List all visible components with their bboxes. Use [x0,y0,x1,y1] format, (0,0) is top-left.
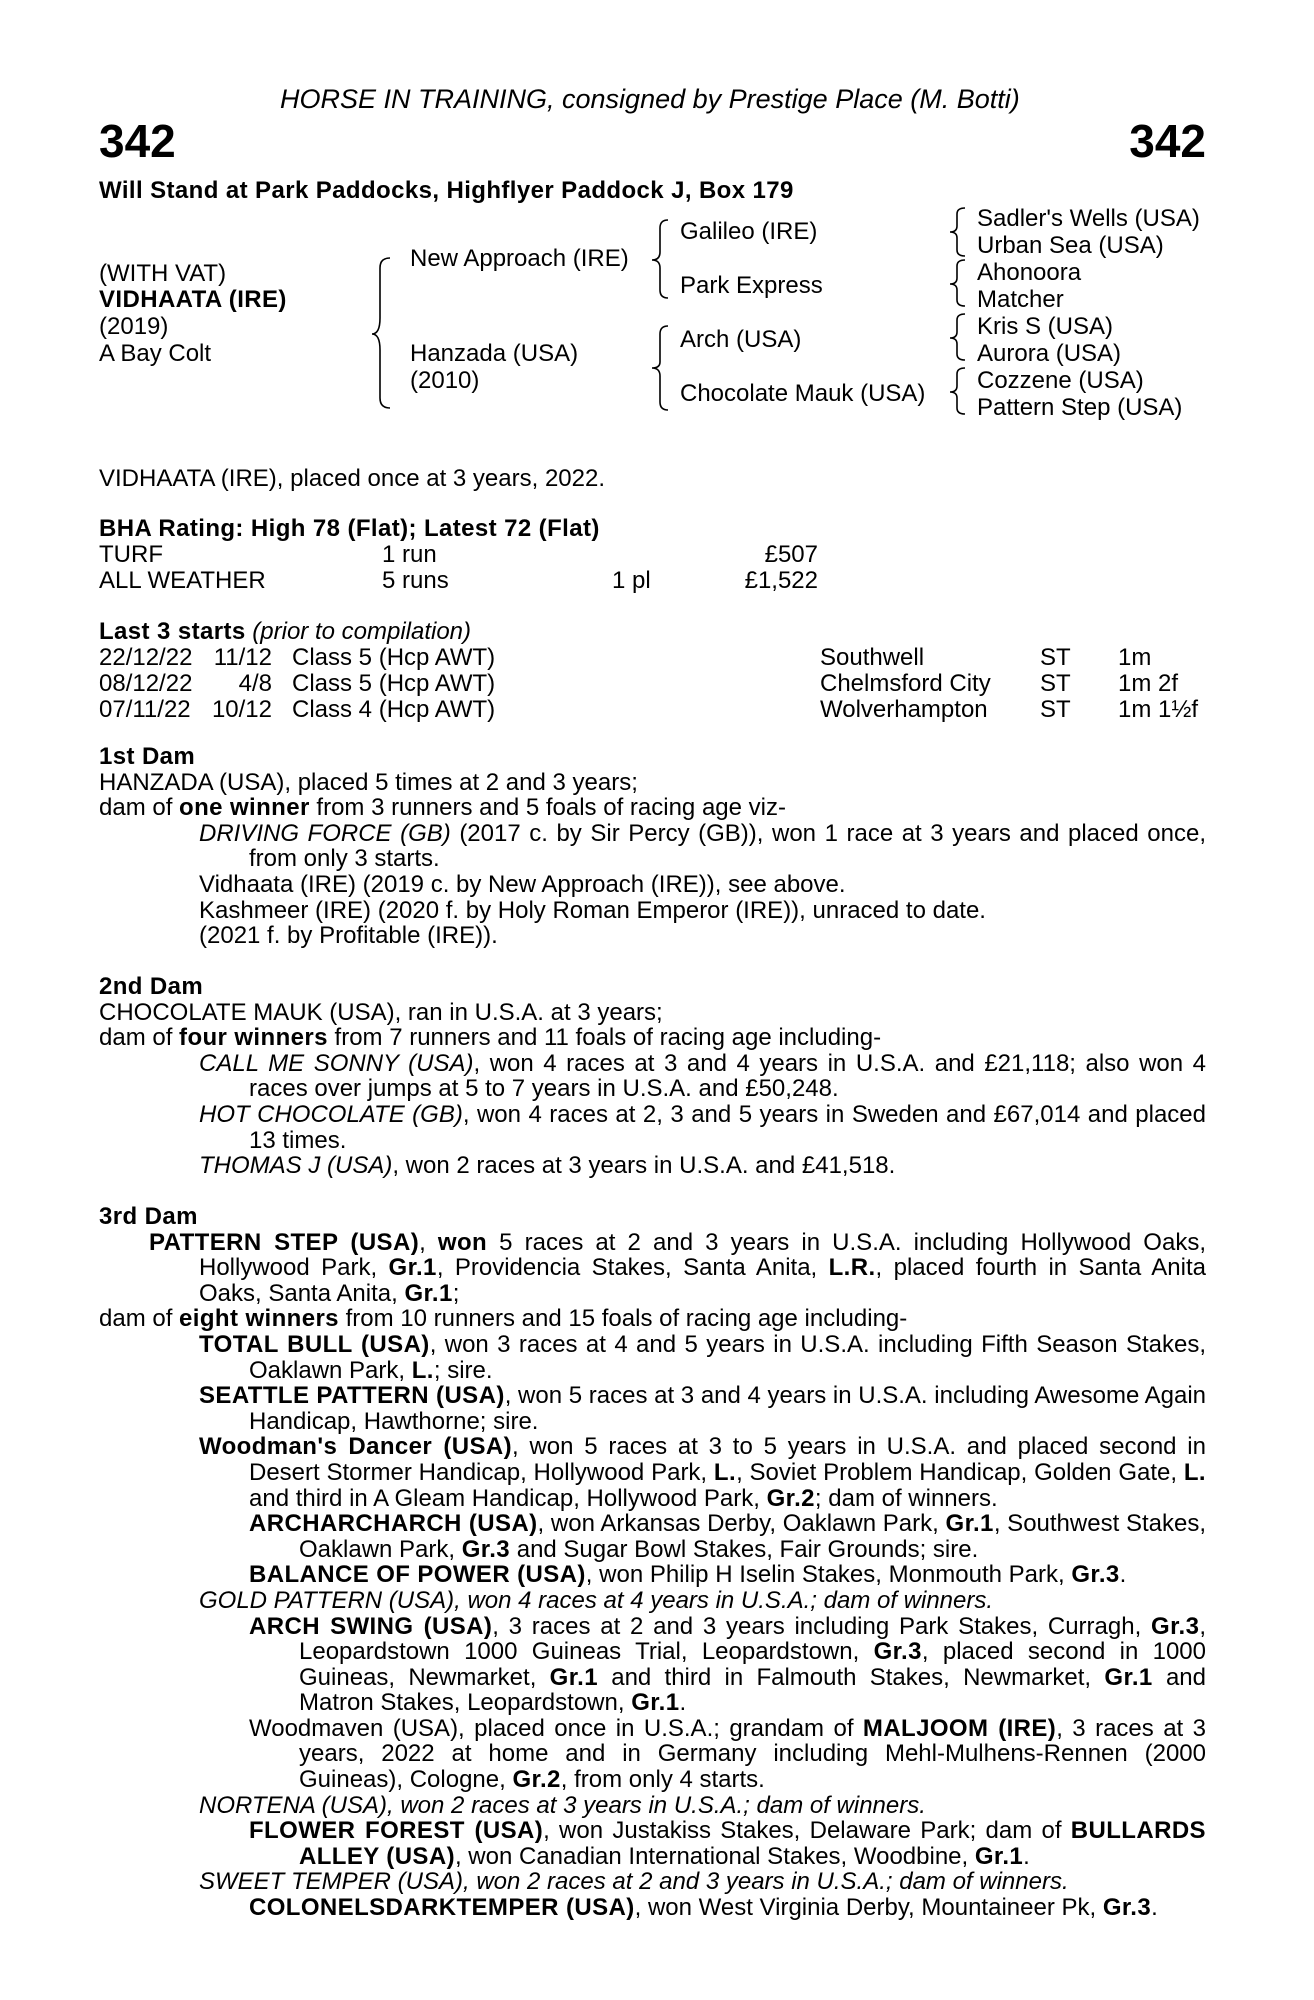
start-position: 11/12 [213,644,272,671]
first-dam-section [99,744,1206,949]
pedigree-sire-dam: Park Express [680,272,823,299]
start-date: 22/12/22 [99,644,193,671]
start-going: ST [1040,696,1071,723]
produce-entry: Kashmeer (IRE) (2020 f. by Holy Roman Emperor (IRE)), unraced to date. [199,896,986,924]
start-distance: 1m [1118,644,1152,671]
rating-surface: TURF [99,541,163,568]
third-dam-title: 3rd Dam [99,1203,198,1230]
first-dam-produce-line: dam of one winner from 3 runners and 5 foals of racing age viz- [99,794,786,822]
lot-number-left: 342 [99,115,176,167]
start-class: Class 5 (Hcp AWT) [292,670,496,697]
start-going: ST [1040,670,1071,697]
pedigree-dam: Hanzada (USA) [410,340,579,367]
start-course: Chelmsford City [820,670,991,697]
produce-entry: ARCH SWING (USA), 3 races at 2 and 3 years including Park Stakes, Curragh, Gr.3, Leopardstown 1000 Guineas Trial, Leopardstown, Gr.3, placed second in 1000 Guineas, Newmarket, Gr.1 and third in Falmouth Stakes, Newmarket, Gr.1 and Matron Stakes, Leopardstown, Gr.1. [249,1612,1207,1717]
start-position: 10/12 [211,696,272,723]
produce-entry: BALANCE OF POWER (USA), won Philip H Iselin Stakes, Monmouth Park, Gr.3. [249,1561,1127,1589]
produce-entry: SEATTLE PATTERN (USA), won 5 races at 3 and 4 years in U.S.A. including Awesome Again Handicap, Hawthorne; sire. [199,1382,1207,1435]
lot-number-right: 342 [1129,115,1206,167]
horse-description: A Bay Colt [99,340,212,367]
start-distance: 1m 2f [1118,670,1179,697]
horse-year: (2019) [99,313,169,340]
pedigree-sdd: Matcher [977,286,1064,313]
produce-entry: CALL ME SONNY (USA), won 4 races at 3 and 4 years in U.S.A. and £21,118; also won 4 races over jumps at 5 to 7 years in U.S.A. and £50,248. [199,1049,1206,1103]
pedigree-sire-sire: Galileo (IRE) [680,218,818,245]
third-dam-section [99,1204,1206,1921]
last-starts-title: Last 3 starts [99,618,246,645]
rating-title: BHA Rating: High 78 (Flat); Latest 72 (Flat) [99,515,600,542]
last-starts-note: (prior to compilation) [252,618,472,645]
produce-entry: DRIVING FORCE (GB) (2017 c. by Sir Percy (GB)), won 1 race at 3 years and placed once, from only 3 starts. [199,819,1206,873]
produce-entry: Woodmaven (USA), placed once in U.S.A.; grandam of MALJOOM (IRE), 3 races at 3 years, 2022 at home and in Germany including Mehl-Mulhens-Rennen (2000 Guineas), Cologne, Gr.2, from only 4 starts. [249,1714,1206,1794]
pedigree-dds: Cozzene (USA) [977,367,1144,394]
rating-surface: ALL WEATHER [99,567,266,594]
pedigree-sss: Sadler's Wells (USA) [977,205,1200,232]
start-going: ST [1040,644,1071,671]
start-course: Wolverhampton [820,696,988,723]
start-course: Southwell [820,644,925,671]
rating-runs: 1 run [382,541,437,568]
pedigree-sire: New Approach (IRE) [410,245,629,272]
horse-name: VIDHAATA (IRE) [99,286,287,313]
race-summary: VIDHAATA (IRE), placed once at 3 years, 2022. [99,465,606,492]
produce-entry: COLONELSDARKTEMPER (USA), won West Virginia Derby, Mountaineer Pk, Gr.3. [249,1894,1158,1922]
produce-entry: NORTENA (USA), won 2 races at 3 years in U.S.A.; dam of winners. [199,1791,926,1819]
second-dam-line: CHOCOLATE MAUK (USA), ran in U.S.A. at 3 years; [99,998,663,1026]
produce-entry: FLOWER FOREST (USA), won Justakiss Stakes, Delaware Park; dam of BULLARDS ALLEY (USA), won Canadian International Stakes, Woodbine, Gr.1. [249,1817,1206,1870]
pedigree-sds: Ahonoora [977,259,1082,286]
produce-entry: Woodman's Dancer (USA), won 5 races at 3 to 5 years in U.S.A. and placed second in Desert Stormer Handicap, Hollywood Park, L., Soviet Problem Handicap, Golden Gate, L. and third in A Gleam Handicap, Hollywood Park, Gr.2; dam of winners. [199,1433,1206,1512]
rating-placed: 1 pl [612,567,651,594]
produce-entry: THOMAS J (USA), won 2 races at 3 years in U.S.A. and £41,518. [199,1152,896,1180]
pedigree-dam-year: (2010) [410,367,480,394]
start-date: 07/11/22 [99,696,191,723]
start-position: 4/8 [238,670,272,697]
third-dam-line: PATTERN STEP (USA), won 5 races at 2 and 3 years in U.S.A. including Hollywood Oaks, Hollywood Park, Gr.1, Providencia Stakes, Santa Anita, L.R., placed fourth in Santa Anita Oaks, Santa Anita, Gr.1; [149,1228,1206,1307]
third-dam-produce-line: dam of eight winners from 10 runners and 15 foals of racing age including- [99,1305,908,1333]
produce-entry: ARCHARCHARCH (USA), won Arkansas Derby, Oaklawn Park, Gr.1, Southwest Stakes, Oaklawn Park, Gr.3 and Sugar Bowl Stakes, Fair Grounds; sire. [249,1510,1206,1563]
pedigree-dam-sire: Arch (USA) [680,326,802,353]
produce-entry: Vidhaata (IRE) (2019 c. by New Approach (IRE)), see above. [199,870,846,898]
pedigree-ssd: Urban Sea (USA) [977,232,1164,259]
catalogue-header: HORSE IN TRAINING, consigned by Prestige Place (M. Botti) [280,84,1020,114]
start-class: Class 5 (Hcp AWT) [292,644,496,671]
first-dam-line: HANZADA (USA), placed 5 times at 2 and 3 years; [99,768,638,796]
produce-entry: GOLD PATTERN (USA), won 4 races at 4 years in U.S.A.; dam of winners. [199,1586,994,1614]
produce-entry: SWEET TEMPER (USA), won 2 races at 2 and 3 years in U.S.A.; dam of winners. [199,1868,1069,1896]
pedigree-dam-dam: Chocolate Mauk (USA) [680,380,926,407]
start-distance: 1m 1½f [1118,696,1199,723]
rating-prize: £507 [764,541,818,568]
start-date: 08/12/22 [99,670,193,697]
second-dam-produce-line: dam of four winners from 7 runners and 11 foals of racing age including- [99,1024,882,1052]
last-starts-heading [99,619,471,645]
rating-runs: 5 runs [382,567,449,594]
produce-entry: (2021 f. by Profitable (IRE)). [199,922,498,950]
first-dam-title: 1st Dam [99,743,196,770]
start-class: Class 4 (Hcp AWT) [292,696,496,723]
produce-entry: HOT CHOCOLATE (GB), won 4 races at 2, 3 and 5 years in Sweden and £67,014 and placed 13 times. [199,1100,1206,1154]
vat-note: (WITH VAT) [99,260,227,287]
second-dam-title: 2nd Dam [99,973,204,1000]
produce-entry: TOTAL BULL (USA), won 3 races at 4 and 5 years in U.S.A. including Fifth Season Stakes, Oaklawn Park, L.; sire. [199,1330,1207,1384]
pedigree-dss: Kris S (USA) [977,313,1114,340]
pedigree-ddd: Pattern Step (USA) [977,394,1183,421]
pedigree-dsd: Aurora (USA) [977,340,1122,367]
rating-prize: £1,522 [744,567,818,594]
second-dam-section [99,974,1206,1179]
stand-location: Will Stand at Park Paddocks, Highflyer Paddock J, Box 179 [99,177,794,204]
